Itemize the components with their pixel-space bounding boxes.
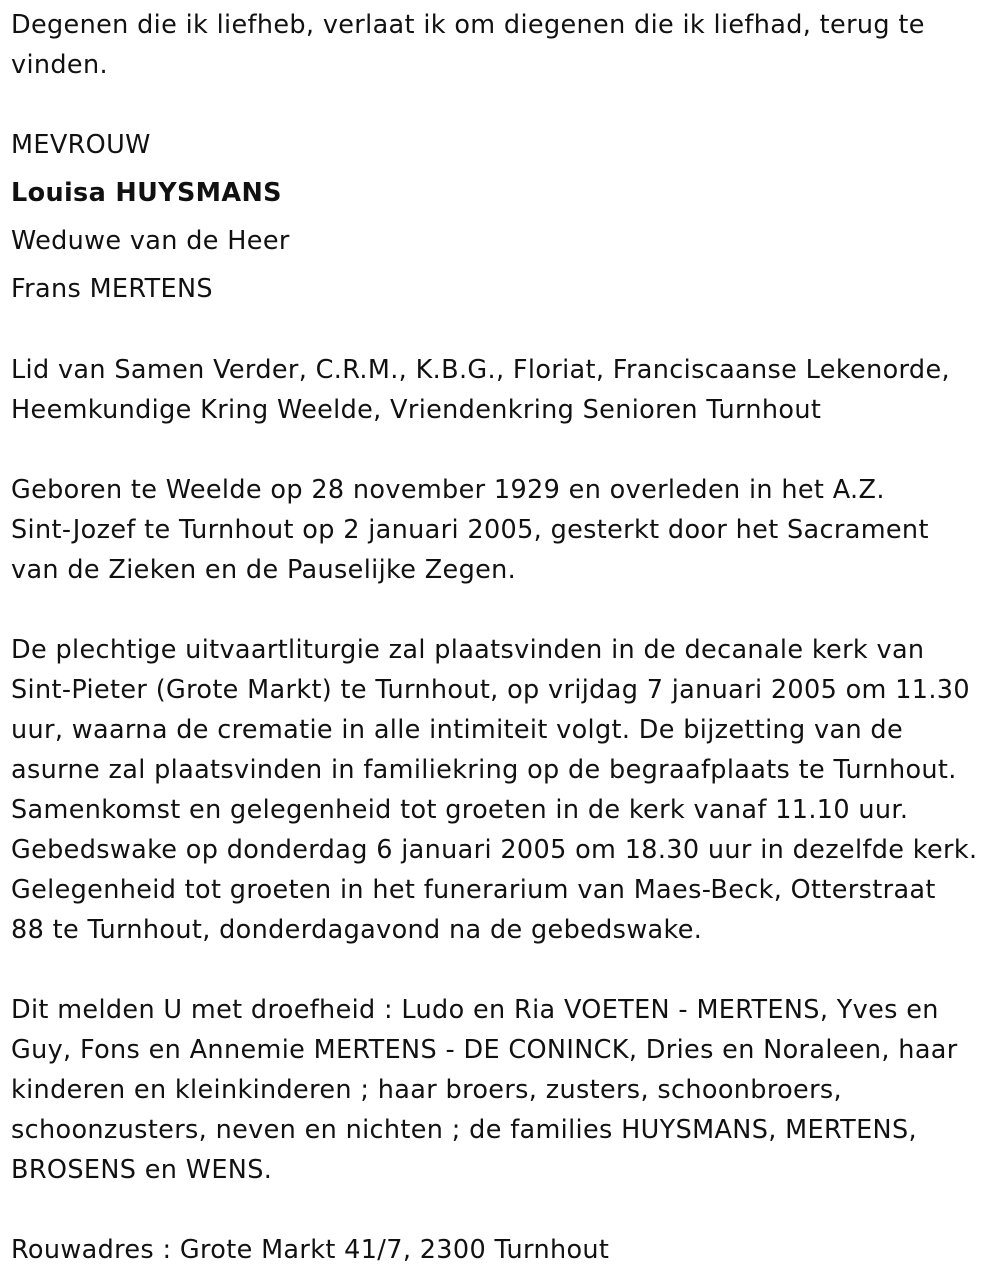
salutation: MEVROUW xyxy=(11,130,151,160)
deceased-name: Louisa HUYSMANS xyxy=(11,178,282,208)
memberships-paragraph xyxy=(11,350,996,430)
ceremony-line: Sint-Pieter (Grote Markt) te Turnhout, op vrijdag 7 januari 2005 om 11.30 xyxy=(11,675,970,705)
announcers-line: schoonzusters, neven en nichten ; de families HUYSMANS, MERTENS, xyxy=(11,1115,917,1145)
birth-death-line: Sint-Jozef te Turnhout op 2 januari 2005, gesterkt door het Sacrament xyxy=(11,515,929,545)
ceremony-line: Samenkomst en gelegenheid tot groeten in de kerk vanaf 11.10 uur. xyxy=(11,795,909,825)
motto-line: vinden. xyxy=(11,50,108,80)
relation-line: Weduwe van de Heer xyxy=(11,226,290,256)
birth-death-line: van de Zieken en de Pauselijke Zegen. xyxy=(11,555,517,585)
spouse-name: Frans MERTENS xyxy=(11,274,213,304)
announcers-line: kinderen en kleinkinderen ; haar broers, zusters, schoonbroers, xyxy=(11,1075,843,1105)
mourning-address: Rouwadres : Grote Markt 41/7, 2300 Turnhout xyxy=(11,1235,610,1265)
ceremony-line: Gelegenheid tot groeten in het funerarium van Maes-Beck, Otterstraat xyxy=(11,875,936,905)
ceremony-line: Gebedswake op donderdag 6 januari 2005 om 18.30 uur in dezelfde kerk. xyxy=(11,835,978,865)
birth-death-paragraph xyxy=(11,470,996,590)
announcers-line: BROSENS en WENS. xyxy=(11,1155,273,1185)
ceremony-line: asurne zal plaatsvinden in familiekring op de begraafplaats te Turnhout. xyxy=(11,755,957,785)
birth-death-line: Geboren te Weelde op 28 november 1929 en overleden in het A.Z. xyxy=(11,475,885,505)
ceremony-line: De plechtige uitvaartliturgie zal plaatsvinden in de decanale kerk van xyxy=(11,635,925,665)
motto-paragraph xyxy=(11,5,996,85)
memberships-line: Lid van Samen Verder, C.R.M., K.B.G., Floriat, Franciscaanse Lekenorde, xyxy=(11,355,950,385)
announcers-line: Dit melden U met droefheid : Ludo en Ria VOETEN - MERTENS, Yves en xyxy=(11,995,939,1025)
ceremony-line: 88 te Turnhout, donderdagavond na de gebedswake. xyxy=(11,915,703,945)
announcers-paragraph xyxy=(11,990,996,1190)
memberships-line: Heemkundige Kring Weelde, Vriendenkring Senioren Turnhout xyxy=(11,395,822,425)
ceremony-line: uur, waarna de crematie in alle intimiteit volgt. De bijzetting van de xyxy=(11,715,904,745)
motto-line: Degenen die ik liefheb, verlaat ik om diegenen die ik liefhad, terug te xyxy=(11,10,925,40)
announcers-line: Guy, Fons en Annemie MERTENS - DE CONINCK, Dries en Noraleen, haar xyxy=(11,1035,958,1065)
ceremony-paragraph xyxy=(11,630,996,950)
